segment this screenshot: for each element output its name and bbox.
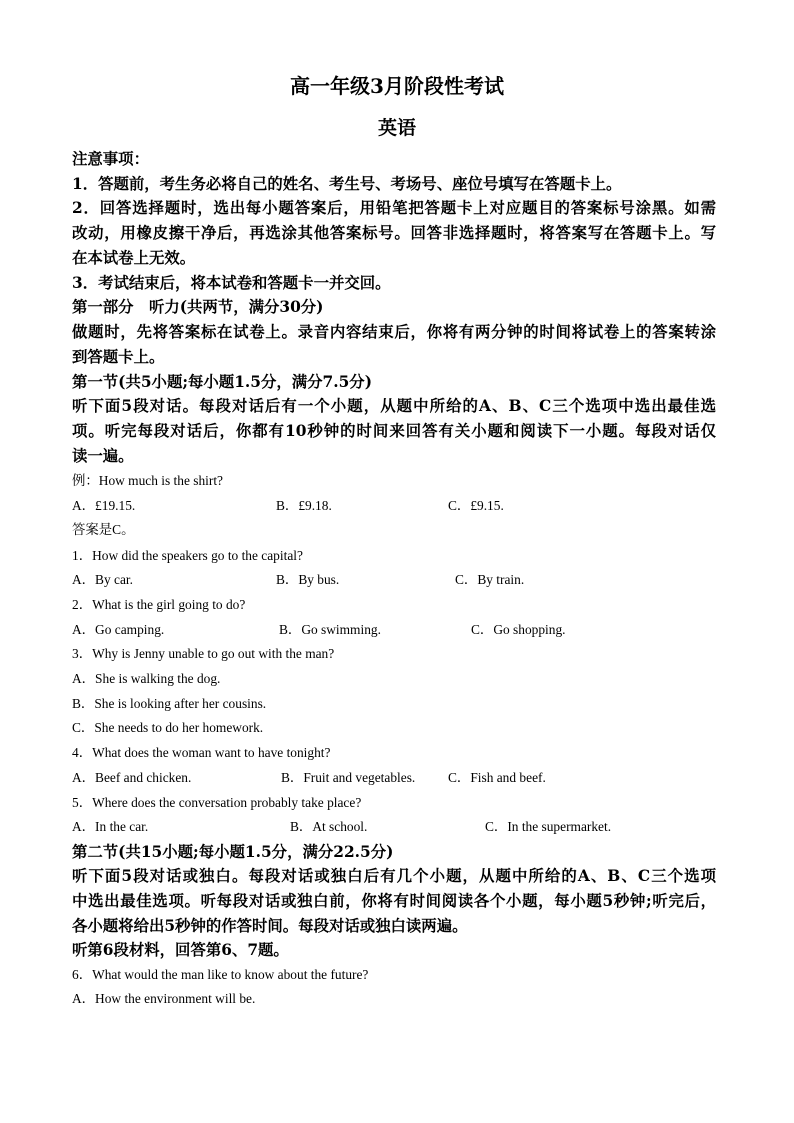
example-option-b: B．£9.18. [276, 498, 332, 513]
option-a: A．How the environment will be. [72, 991, 256, 1006]
notice-item: 改动，用橡皮擦干净后，再选涂其他答案标号。回答非选择题时，将答案写在答题卡上。写 [72, 224, 716, 242]
option-b: B．Fruit and vegetables. [281, 770, 416, 785]
example-option-a: A．£19.15. [72, 498, 136, 513]
question-stem: 5．Where does the conversation probably take place? [72, 795, 362, 810]
option-c: C．By train. [455, 572, 525, 587]
section1-intro: 听下面5段对话。每段对话后有一个小题，从题中所给的A、B、C三个选项中选出最佳选 [72, 397, 716, 415]
notice-item: 3．考试结束后，将本试卷和答题卡一并交回。 [72, 274, 391, 292]
example-answer: 答案是C。 [72, 522, 135, 537]
question-stem: 1．How did the speakers go to the capital? [72, 548, 303, 563]
notice-item: 在本试卷上无效。 [72, 249, 196, 267]
exam-subject: 英语 [377, 117, 416, 139]
option-c: C．Go shopping. [471, 622, 566, 637]
option-a: A．Go camping. [72, 622, 165, 637]
option-c: C．She needs to do her homework. [72, 720, 264, 735]
section1-heading: 第一节(共5小题;每小题1.5分，满分7.5分) [72, 373, 372, 391]
material-heading: 听第6段材料，回答第6、7题。 [72, 941, 289, 959]
section2-heading: 第二节(共15小题;每小题1.5分，满分22.5分) [72, 843, 394, 861]
option-b: B．By bus. [276, 572, 340, 587]
option-c: C．Fish and beef. [448, 770, 546, 785]
option-b: B．She is looking after her cousins. [72, 696, 267, 711]
example-option-c: C．£9.15. [448, 498, 504, 513]
section1-intro: 项。听完每段对话后，你都有10秒钟的时间来回答有关小题和阅读下一小题。每段对话仅 [72, 422, 716, 440]
option-c: C．In the supermarket. [485, 819, 612, 834]
section2-intro: 听下面5段对话或独白。每段对话或独白后有几个小题，从题中所给的A、B、C三个选项 [72, 867, 716, 885]
question-stem: 6．What would the man like to know about the future? [72, 967, 369, 982]
option-b: B．At school. [290, 819, 368, 834]
part1-intro: 做题时，先将答案标在试卷上。录音内容结束后，你将有两分钟的时间将试卷上的答案转涂 [72, 323, 716, 341]
section2-intro: 各小题将给出5秒钟的作答时间。每段对话或独白读两遍。 [72, 917, 468, 935]
notice-item: 1．答题前，考生务必将自己的姓名、考生号、考场号、座位号填写在答题卡上。 [72, 175, 622, 193]
exam-title: 高一年级3月阶段性考试 [290, 74, 504, 98]
question-stem: 2．What is the girl going to do? [72, 597, 246, 612]
notice-item: 2．回答选择题时，选出每小题答案后，用铅笔把答题卡上对应题目的答案标号涂黑。如需 [72, 199, 716, 217]
option-a: A．She is walking the dog. [72, 671, 221, 686]
option-b: B．Go swimming. [279, 622, 381, 637]
example-question: 例：How much is the shirt? [72, 473, 223, 488]
question-stem: 4．What does the woman want to have tonight? [72, 745, 331, 760]
option-a: A．Beef and chicken. [72, 770, 192, 785]
question-stem: 3．Why is Jenny unable to go out with the man? [72, 646, 335, 661]
section2-intro: 中选出最佳选项。听每段对话或独白前，你将有时间阅读各个小题，每小题5秒钟;听完后， [72, 892, 716, 910]
section1-intro: 读一遍。 [72, 447, 134, 465]
part1-heading: 第一部分 听力(共两节，满分30分) [72, 298, 324, 316]
notice-heading: 注意事项： [72, 150, 149, 168]
option-a: A．In the car. [72, 819, 149, 834]
option-a: A．By car. [72, 572, 133, 587]
part1-intro: 到答题卡上。 [72, 348, 165, 366]
